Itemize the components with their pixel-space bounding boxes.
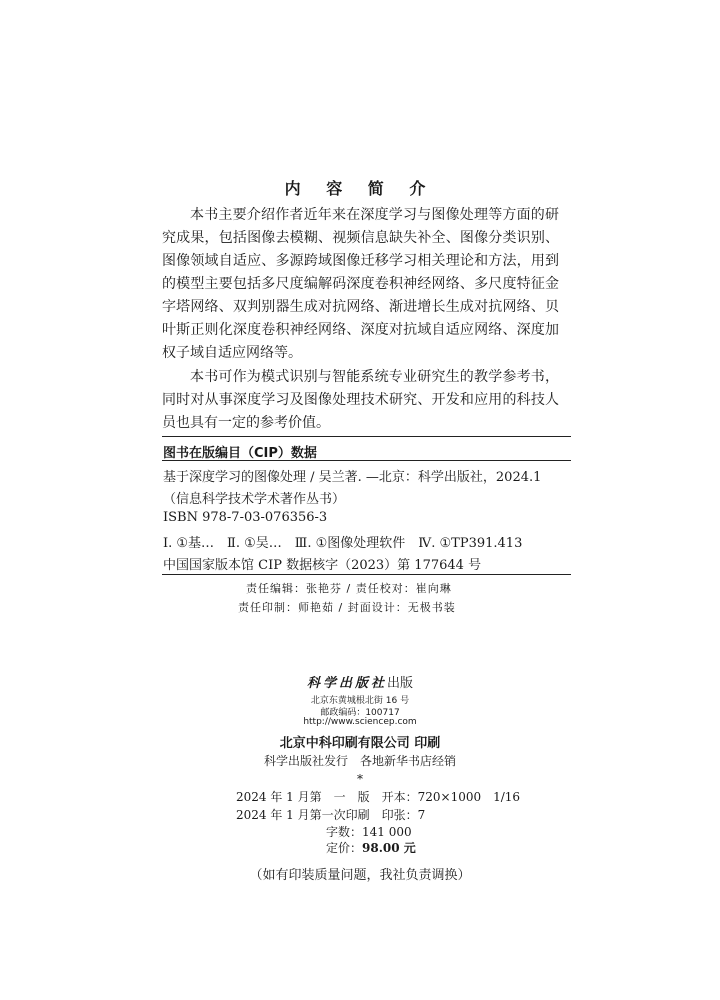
summary-paragraph-2: 本书可作为模式识别与智能系统专业研究生的教学参考书，同时对从事深度学习及图像处理技术研究、开发和应用的科技人员也具有一定的参考价值。 <box>162 369 559 431</box>
publisher-postcode: 邮政编码：100717 <box>320 708 400 718</box>
summary-paragraph-1: 本书主要介绍作者近年来在深度学习与图像处理等方面的研究成果，包括图像去模糊、视频信息缺失补全、图像分类识别、图像领域自适应、多源跨域图像迁移学习相关理论和方法，用到的模型主要包括多尺度编解码深度卷积神经网络、多尺度特征金字塔网络、双判别器生成对抗网络、渐进增长生成对抗网络、贝叶斯正则化深度卷积神经网络、深度对抗域自适应网络、深度加权子域自适应网络等。 <box>162 207 559 361</box>
printer: 北京中科印刷有限公司 印刷 <box>279 736 441 751</box>
publisher-website: http://www.sciencep.com <box>303 717 417 727</box>
price-value: 98.00 元 <box>362 841 416 855</box>
cip-heading: 图书在版编目（CIP）数据 <box>163 446 317 461</box>
cip-line-1: 基于深度学习的图像处理 / 吴兰著. —北京：科学出版社，2024.1 <box>163 470 542 485</box>
staff-line-2: 责任印制：师艳茹 / 封面设计：无极书装 <box>238 601 456 614</box>
cip-heading-rule <box>162 460 571 461</box>
cip-line-3: ISBN 978-7-03-076356-3 <box>163 510 328 525</box>
price-label: 定价： <box>326 841 363 855</box>
separator-star: * <box>357 772 363 786</box>
edition-line-2: 2024 年 1 月第一次印刷 印张：7 <box>236 808 426 822</box>
quality-notice: （如有印装质量问题，我社负责调换） <box>249 868 471 883</box>
price <box>326 839 416 856</box>
cip-line-4: Ⅰ. ①基… Ⅱ. ①吴… Ⅲ. ①图像处理软件 Ⅳ. ①TP391.413 <box>163 536 523 551</box>
publisher-logo: 科学出版社 <box>306 676 387 691</box>
summary-title: 内 容 简 介 <box>284 179 436 198</box>
summary-text <box>162 204 559 435</box>
cip-bottom-rule <box>162 574 571 575</box>
publisher-address: 北京东黄城根北街 16 号 <box>310 696 410 706</box>
cip-top-rule <box>162 436 571 437</box>
edition-line-1: 2024 年 1 月第 一 版 开本：720×1000 1/16 <box>236 790 521 804</box>
cip-line-2: （信息科学技术学术著作丛书） <box>163 492 346 507</box>
staff-line-1: 责任编辑：张艳芬 / 责任校对：崔向琳 <box>246 582 452 595</box>
word-count: 字数：141 000 <box>326 825 412 839</box>
distribution: 科学出版社发行 各地新华书店经销 <box>263 754 456 768</box>
publisher-name <box>0 672 720 691</box>
publisher-name-suffix: 出版 <box>387 676 414 691</box>
cip-line-5: 中国国家版本馆 CIP 数据核字（2023）第 177644 号 <box>163 558 482 573</box>
